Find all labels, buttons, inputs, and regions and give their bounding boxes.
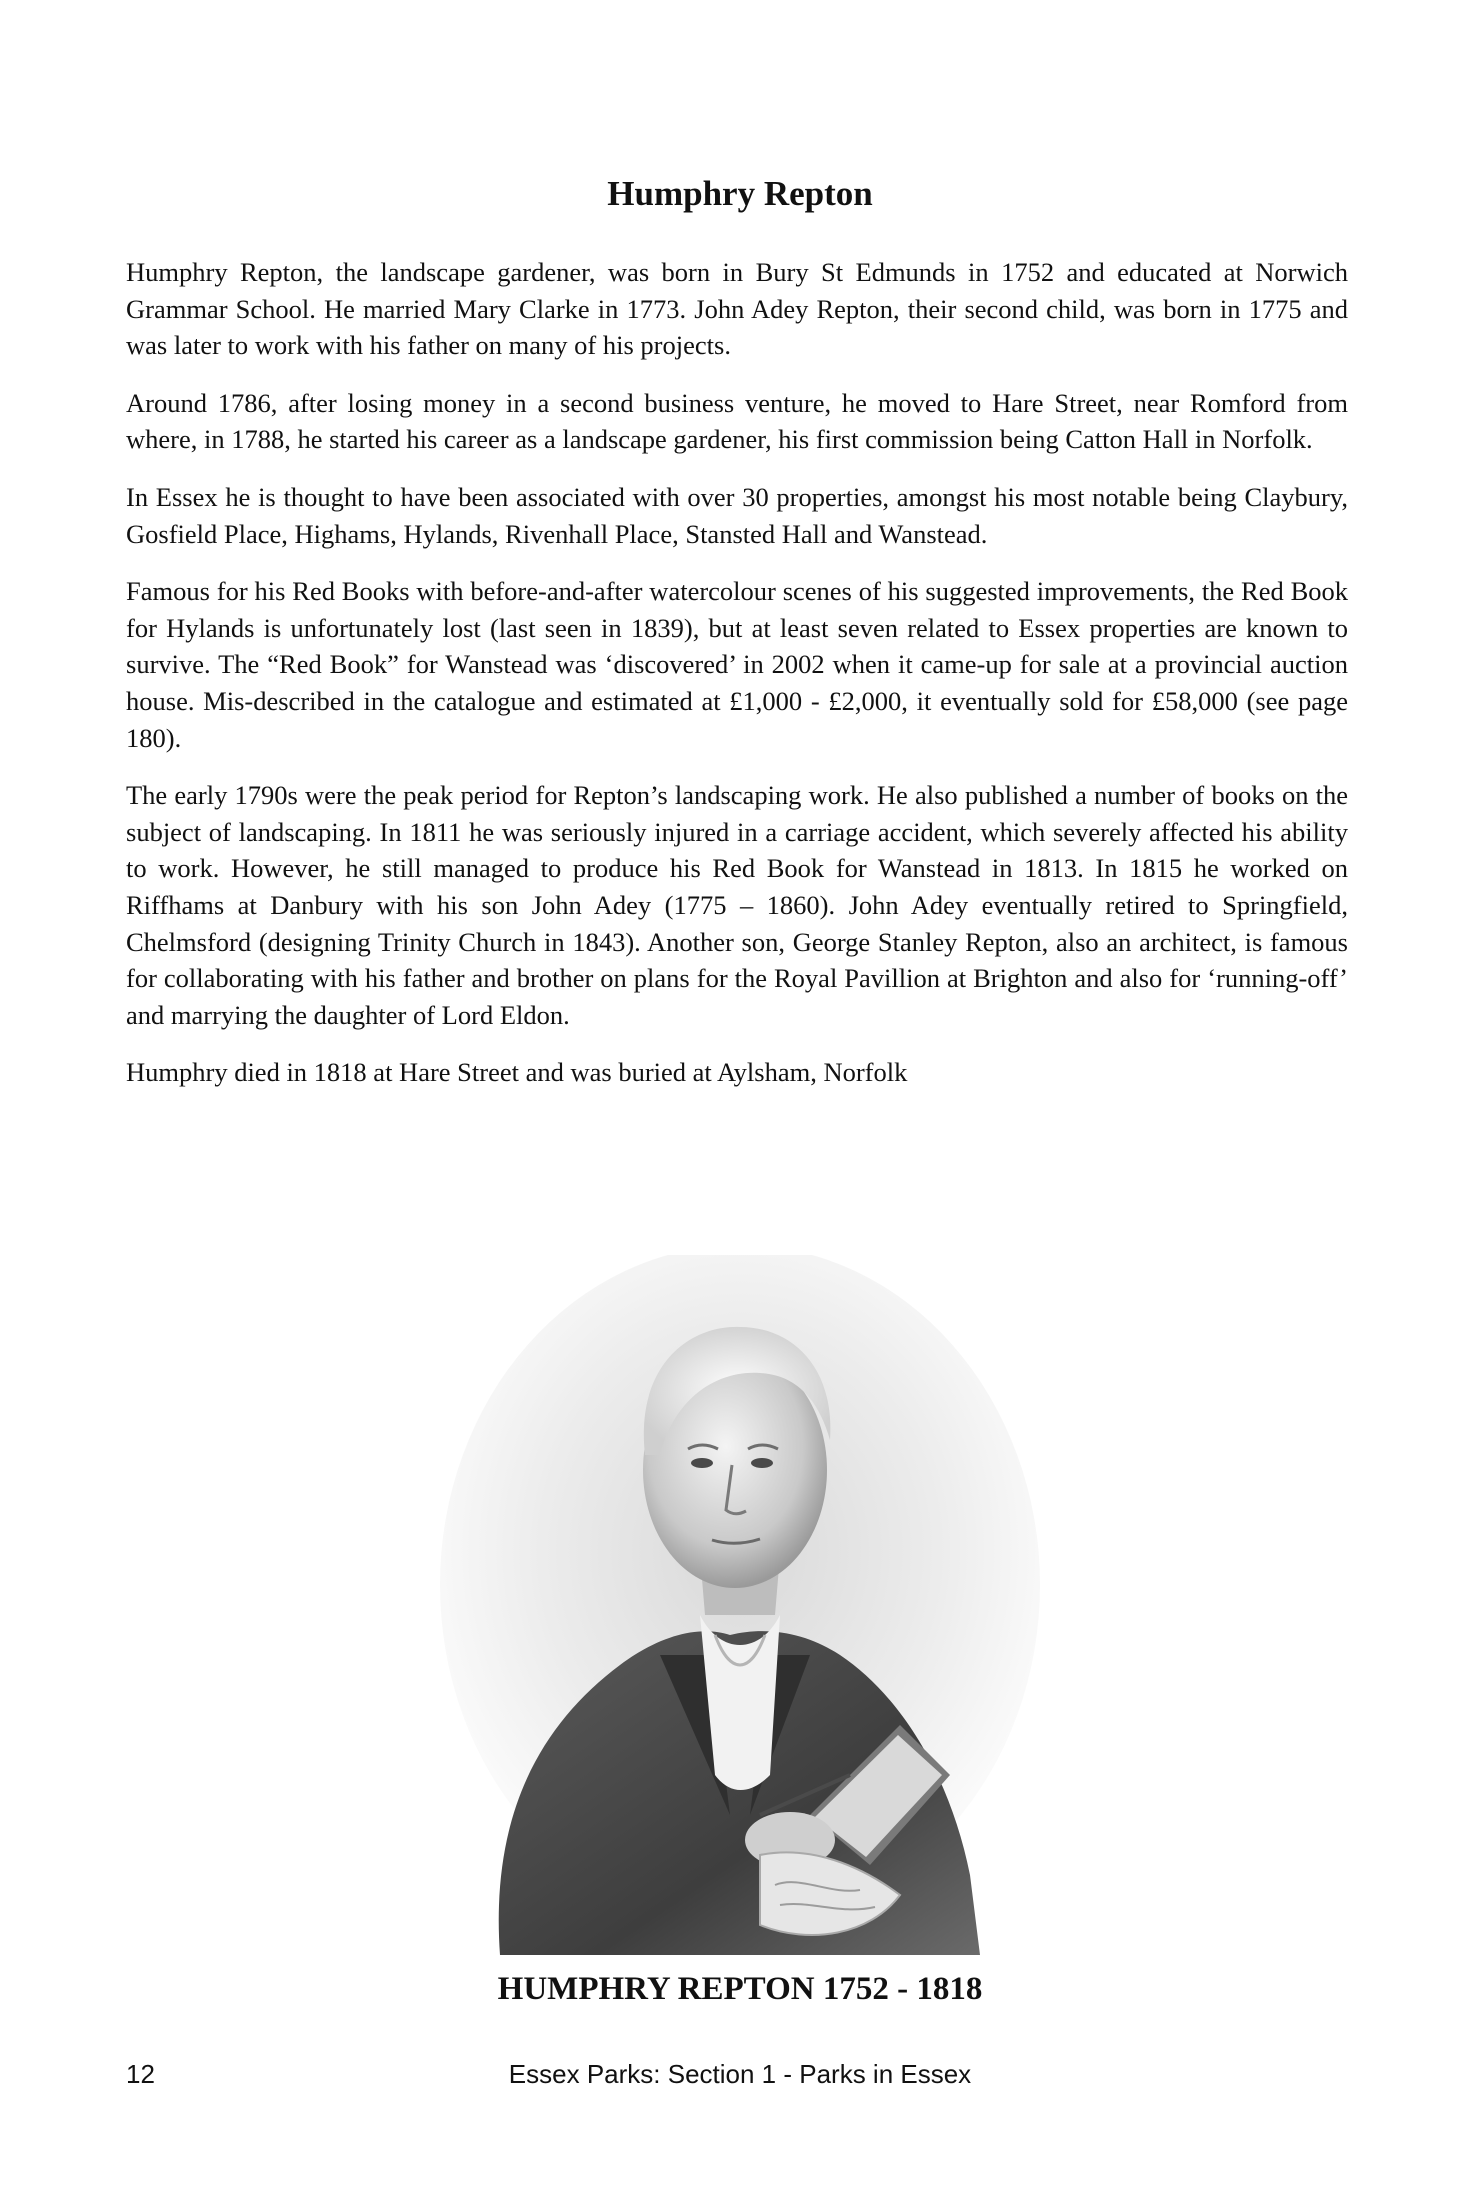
- article-body: [126, 254, 1348, 1112]
- page-number: 12: [126, 2059, 155, 2089]
- portrait-engraving: [430, 1255, 1050, 1965]
- paragraph: Around 1786, after losing money in a second business venture, he moved to Hare Street, near Romford from where, in 1788, he started his career as a landscape gardener, his first commission being Catton Hall in Norfolk.: [126, 387, 1348, 455]
- paragraph: Humphry died in 1818 at Hare Street and was buried at Aylsham, Norfolk: [126, 1057, 908, 1088]
- paragraph: Famous for his Red Books with before-and-after watercolour scenes of his suggested improvements, the Red Book for Hylands is unfortunately lost (last seen in 1839), but at least seven related to Essex properties are known to survive. The “Red Book” for Wanstead was ‘discovered’ in 2002 when it came-up for sale at a provincial auction house. Mis-described in the catalogue and estimated at £1,000 - £2,000, it eventually sold for £58,000 (see page 180).: [126, 576, 1348, 753]
- portrait-caption: HUMPHRY REPTON 1752 - 1818: [497, 1971, 983, 2007]
- paragraph: Humphry Repton, the landscape gardener, was born in Bury St Edmunds in 1752 and educated at Norwich Grammar School. He married Mary Clarke in 1773. John Adey Repton, their second child, was born in 1775 and was later to work with his father on many of his projects.: [126, 257, 1348, 361]
- paragraph: In Essex he is thought to have been associated with over 30 properties, amongst his most notable being Claybury, Gosfield Place, Highams, Hylands, Rivenhall Place, Stansted Hall and Wanstead.: [126, 481, 1348, 549]
- paragraph: The early 1790s were the peak period for Repton’s landscaping work. He also published a number of books on the subject of landscaping. In 1811 he was seriously injured in a carriage accident, which severely affected his ability to work. However, he still managed to produce his Red Book for Wanstead in 1813. In 1815 he worked on Riffhams at Danbury with his son John Adey (1775 – 1860). John Adey eventually retired to Springfield, Chelmsford (designing Trinity Church in 1843). Another son, George Stanley Repton, also an architect, is famous for collaborating with his father and brother on plans for the Royal Pavillion at Brighton and also for ‘running-off’ and marrying the daughter of Lord Eldon.: [126, 780, 1348, 1030]
- page-title: Humphry Repton: [607, 174, 873, 213]
- running-footer-title: Essex Parks: Section 1 - Parks in Essex: [508, 2059, 972, 2089]
